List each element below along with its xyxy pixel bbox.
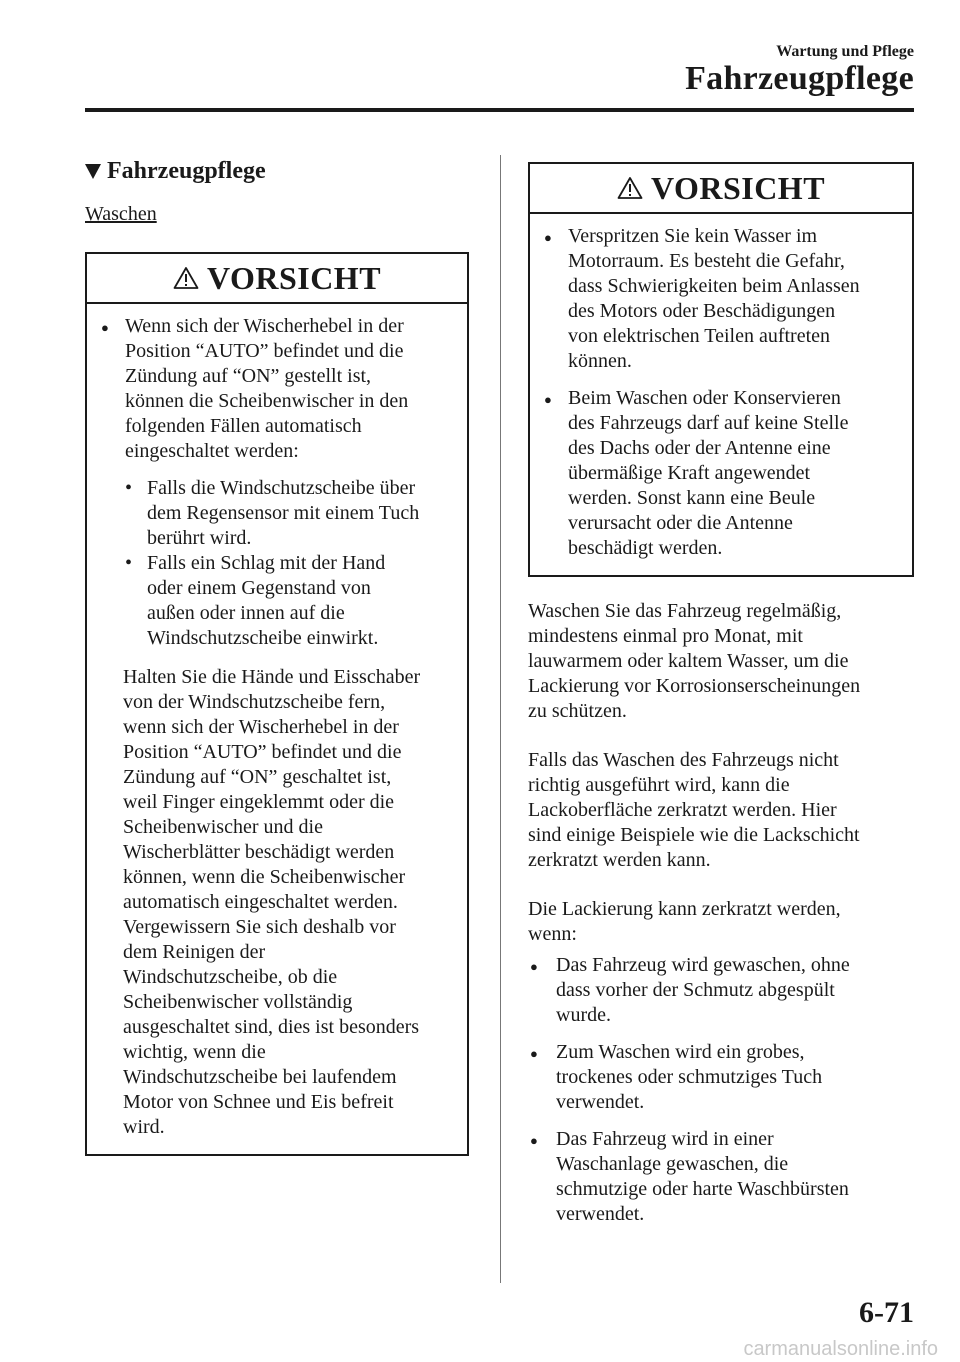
caution-box	[528, 162, 914, 577]
text-line: Das Fahrzeug wird gewaschen, ohne	[556, 954, 850, 976]
list-item-text	[556, 1040, 822, 1115]
text-line: dass vorher der Schmutz abgespült	[556, 979, 835, 1001]
text-line: Falls das Waschen des Fahrzeugs nicht	[528, 749, 839, 771]
text-line: dass Schwierigkeiten beim Anlassen	[568, 275, 860, 297]
text-line: Zündung auf “ON” gestellt ist,	[125, 365, 372, 387]
text-line: Das Fahrzeug wird in einer	[556, 1128, 774, 1150]
text-line: dem Regensensor mit einem Tuch	[147, 502, 420, 524]
text-line: richtig ausgeführt wird, kann die	[528, 774, 790, 796]
text-line: werden. Sonst kann eine Beule	[568, 487, 816, 509]
caution-bullet	[542, 386, 904, 561]
caution-bullet	[542, 224, 904, 374]
text-line: trockenes oder schmutziges Tuch	[556, 1066, 823, 1088]
warning-triangle-icon	[617, 176, 643, 200]
caution-label: VORSICHT	[206, 259, 382, 296]
triangle-marker-icon	[85, 164, 101, 179]
text-line: Zum Waschen wird ein grobes,	[556, 1041, 805, 1063]
caution-header	[87, 254, 467, 304]
text-line: Verspritzen Sie kein Wasser im	[568, 225, 818, 247]
text-line: Waschanlage gewaschen, die	[556, 1153, 789, 1175]
caution-header	[530, 164, 912, 214]
sub-bullet	[99, 551, 459, 651]
text-line: sind einige Beispiele wie die Lackschicht	[528, 824, 860, 846]
body-paragraph	[528, 748, 914, 873]
text-line: mindestens einmal pro Monat, mit	[528, 625, 803, 647]
text-line: folgenden Fällen automatisch	[125, 415, 362, 437]
text-line: Lackierung vor Korrosionserscheinungen	[528, 675, 861, 697]
text-line: des Motors oder Beschädigungen	[568, 300, 836, 322]
list-item	[528, 953, 914, 1028]
bullet-text	[568, 386, 848, 561]
text-line: Scheibenwischer vollständig	[123, 991, 353, 1013]
text-line: ausgeschaltet sind, dies ist besonders	[123, 1016, 420, 1038]
body-paragraph	[528, 599, 914, 724]
text-line: wichtig, wenn die	[123, 1041, 266, 1063]
bullet-text	[568, 224, 860, 374]
text-line: von elektrischen Teilen auftreten	[568, 325, 831, 347]
text-line: wenn:	[528, 923, 577, 945]
text-line: verwendet.	[556, 1203, 645, 1225]
text-line: Windschutzscheibe einwirkt.	[147, 627, 379, 649]
text-line: Falls die Windschutzscheibe über	[147, 477, 416, 499]
text-line: Motor von Schnee und Eis befreit	[123, 1091, 394, 1113]
text-line: Motorraum. Es besteht die Gefahr,	[568, 250, 845, 272]
caution-paragraph	[99, 665, 459, 1140]
text-line: des Fahrzeugs darf auf keine Stelle	[568, 412, 849, 434]
text-line: beschädigt werden.	[568, 537, 723, 559]
caution-body	[87, 304, 467, 1154]
text-line: lauwarmem oder kaltem Wasser, um die	[528, 650, 849, 672]
column-divider	[500, 155, 501, 1283]
section-header: Fahrzeugpflege	[685, 60, 914, 97]
left-column	[85, 158, 469, 1156]
text-line: Vergewissern Sie sich deshalb vor	[123, 916, 396, 938]
text-line: oder einem Gegenstand von	[147, 577, 371, 599]
chapter-header: Wartung und Pflege	[776, 43, 914, 60]
sub-bullet-text	[147, 551, 385, 651]
text-line: dem Reinigen der	[123, 941, 266, 963]
list-item-text	[556, 1127, 849, 1227]
text-line: des Dachs oder der Antenne eine	[568, 437, 831, 459]
sub-bullet-dot-icon: •	[125, 552, 133, 574]
text-line: übermäßige Kraft angewendet	[568, 462, 811, 484]
section-title-text: Fahrzeugpflege	[107, 158, 266, 184]
list-item-text	[556, 953, 850, 1028]
text-line: verwendet.	[556, 1091, 645, 1113]
caution-bullet	[99, 314, 459, 464]
list-item	[528, 1040, 914, 1115]
text-line: zerkratzt werden kann.	[528, 849, 711, 871]
text-line: Windschutzscheibe bei laufendem	[123, 1066, 397, 1088]
text-line: wenn sich der Wischerhebel in der	[123, 716, 399, 738]
text-line: Die Lackierung kann zerkratzt werden,	[528, 898, 841, 920]
text-line: wird.	[123, 1116, 165, 1138]
text-line: Halten Sie die Hände und Eisschaber	[123, 666, 421, 688]
text-line: eingeschaltet werden:	[125, 440, 299, 462]
list-item	[528, 1127, 914, 1227]
text-line: Falls ein Schlag mit der Hand	[147, 552, 386, 574]
page-number: 6-71	[859, 1296, 914, 1329]
caution-label: VORSICHT	[650, 169, 826, 206]
text-line: können, wenn die Scheibenwischer	[123, 866, 406, 888]
bullet-icon: ●	[530, 1133, 538, 1148]
text-line: berührt wird.	[147, 527, 252, 549]
text-line: Waschen Sie das Fahrzeug regelmäßig,	[528, 600, 842, 622]
subsection-title: Waschen	[85, 203, 157, 225]
warning-triangle-icon	[173, 266, 199, 290]
text-line: schmutzige oder harte Waschbürsten	[556, 1178, 849, 1200]
caution-body	[530, 214, 912, 575]
bullet-icon: ●	[544, 392, 552, 407]
text-line: automatisch eingeschaltet werden.	[123, 891, 398, 913]
header-rule	[85, 108, 914, 112]
sub-bullet	[99, 476, 459, 551]
sub-bullet-dot-icon: •	[125, 477, 133, 499]
text-line: Windschutzscheibe, ob die	[123, 966, 338, 988]
watermark: carmanualsonline.info	[743, 1338, 938, 1360]
text-line: Wenn sich der Wischerhebel in der	[125, 315, 404, 337]
text-line: Zündung auf “ON” geschaltet ist,	[123, 766, 392, 788]
text-line: Position “AUTO” befindet und die	[123, 741, 402, 763]
bullet-icon: ●	[530, 1046, 538, 1061]
right-column	[528, 162, 914, 1227]
text-line: Scheibenwischer und die	[123, 816, 323, 838]
bullet-text	[125, 314, 408, 464]
text-line: Lackoberfläche zerkratzt werden. Hier	[528, 799, 837, 821]
text-line: außen oder innen auf die	[147, 602, 345, 624]
bullet-icon: ●	[544, 230, 552, 245]
text-line: weil Finger eingeklemmt oder die	[123, 791, 395, 813]
text-line: verursacht oder die Antenne	[568, 512, 793, 534]
caution-box	[85, 252, 469, 1156]
bullet-icon: ●	[101, 320, 109, 335]
text-line: zu schützen.	[528, 700, 627, 722]
text-line: können.	[568, 350, 632, 372]
text-line: Wischerblätter beschädigt werden	[123, 841, 395, 863]
body-paragraph	[528, 897, 914, 947]
section-title	[85, 158, 469, 185]
text-line: von der Windschutzscheibe fern,	[123, 691, 386, 713]
sub-bullet-text	[147, 476, 419, 551]
text-line: Beim Waschen oder Konservieren	[568, 387, 841, 409]
text-line: können die Scheibenwischer in den	[125, 390, 409, 412]
text-line: Position “AUTO” befindet und die	[125, 340, 404, 362]
text-line: wurde.	[556, 1004, 611, 1026]
bullet-icon: ●	[530, 959, 538, 974]
